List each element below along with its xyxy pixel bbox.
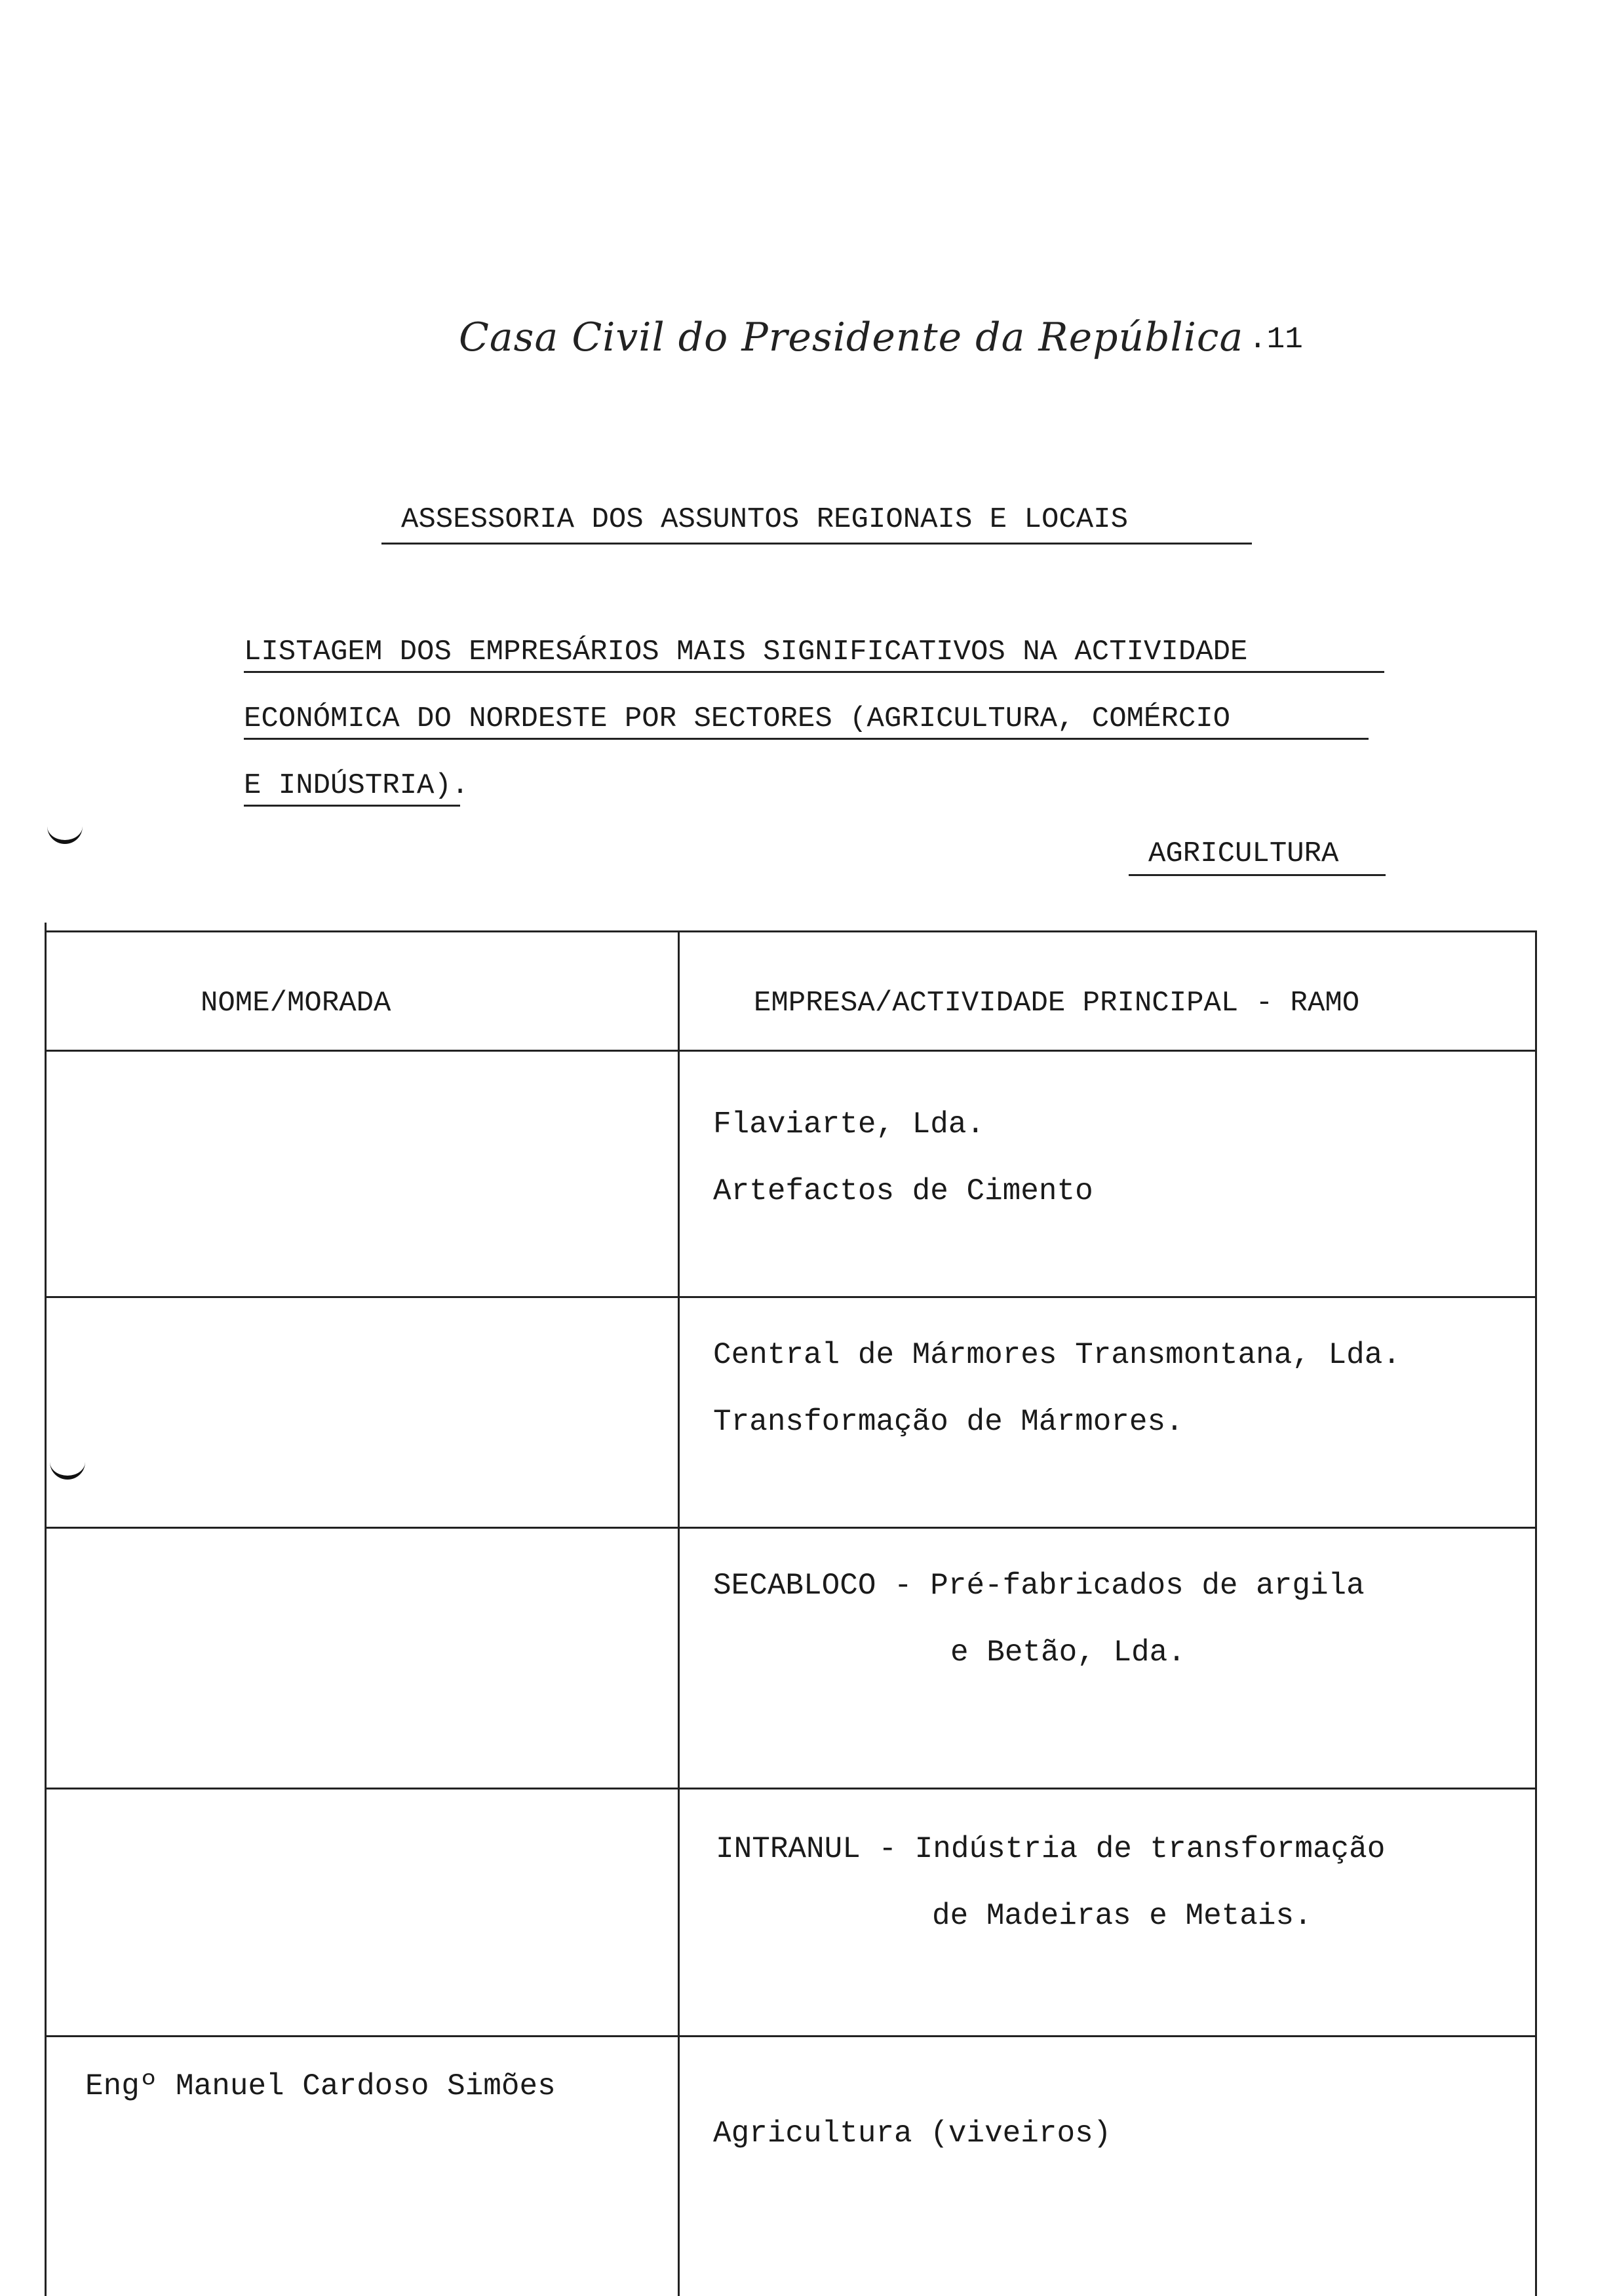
row-company: SECABLOCO - Pré-fabricados de argila [713,1569,1365,1603]
row-company: Central de Mármores Transmontana, Lda. [713,1338,1401,1372]
sector-underline [1129,874,1386,876]
column-header-company: EMPRESA/ACTIVIDADE PRINCIPAL - RAMO [754,987,1360,1020]
table-rule-top [45,930,1536,932]
letterhead: Casa Civil do Presidente da República [459,315,1244,360]
title-line-3: E INDÚSTRIA). [244,769,469,802]
margin-mark [50,1456,85,1480]
title-underline-1 [244,671,1384,673]
row-activity: de Madeiras e Metais. [932,1899,1312,1933]
table-rule [45,1788,1536,1789]
department-underline [381,543,1252,545]
row-company: Flaviarte, Lda. [713,1107,985,1141]
table-rule [45,1296,1536,1298]
row-activity: Transformação de Mármores. [713,1405,1184,1439]
title-line-2: ECONÓMICA DO NORDESTE POR SECTORES (AGRICULTURA, COMÉRCIO [244,702,1231,735]
table-rule [45,1527,1536,1529]
margin-mark [47,820,83,844]
title-underline-2 [244,738,1369,740]
title-line-1: LISTAGEM DOS EMPRESÁRIOS MAIS SIGNIFICATIVOS NA ACTIVIDADE [244,636,1248,668]
department-heading: ASSESSORIA DOS ASSUNTOS REGIONAIS E LOCAIS [401,503,1128,536]
table-border-right [1535,930,1537,2296]
row-company: INTRANUL - Indústria de transformação [716,1832,1386,1866]
sector-label: AGRICULTURA [1148,837,1339,870]
table-rule-header [45,1050,1536,1052]
table-column-divider [678,930,680,2296]
row-activity: Artefactos de Cimento [713,1174,1093,1208]
page-number: .11 [1249,322,1303,356]
row-activity: e Betão, Lda. [950,1636,1186,1670]
row-name: Engº Manuel Cardoso Simões [85,2069,556,2103]
title-underline-3 [244,805,460,807]
table-rule [45,2035,1536,2037]
table-border-left [45,923,47,2296]
column-header-name: NOME/MORADA [201,987,391,1020]
row-company: Agricultura (viveiros) [713,2116,1112,2151]
